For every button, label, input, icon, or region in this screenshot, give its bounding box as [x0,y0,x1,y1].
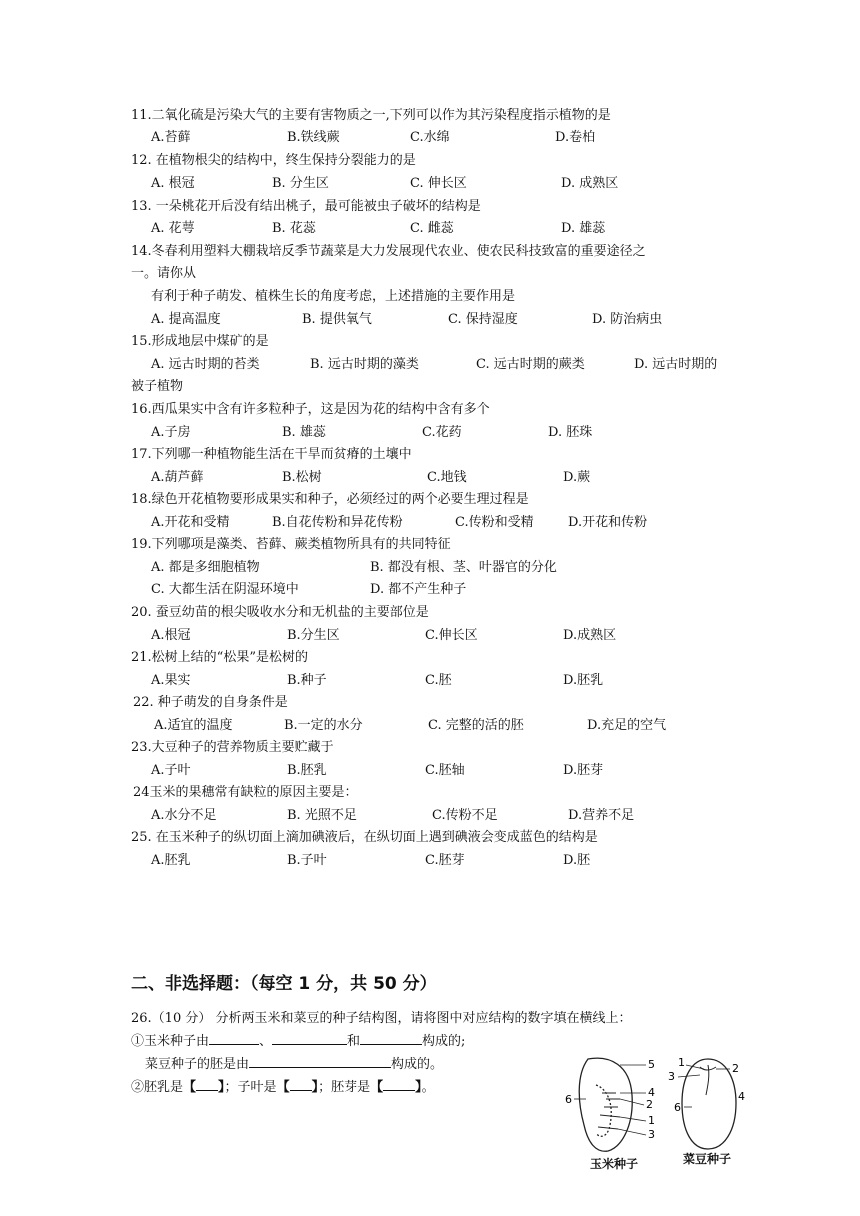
q15-option-d-wrap: 被子植物 [131,379,184,394]
line-end: 构成的。 [391,1057,444,1072]
q14-option-c: C. 保持湿度 [448,312,518,327]
question-13-stem: 13. 一朵桃花开后没有结出桃子，最可能被虫子破坏的结构是 [131,199,481,214]
q11-option-d: D.卷柏 [555,130,596,145]
q22-option-c: C. 完整的活的胚 [428,718,524,733]
q26-line-1-text: ①玉米种子由 [131,1034,210,1049]
question-12-stem: 12. 在植物根尖的结构中，终生保持分裂能力的是 [131,153,416,168]
corn-label-2: 2 [646,1098,653,1111]
q16-option-d: D. 胚珠 [548,425,593,440]
answer-blank[interactable] [196,1077,218,1091]
q18-option-d: D.开花和传粉 [568,515,648,530]
q21-option-d: D.胚乳 [563,673,604,688]
bean-label-4: 4 [738,1090,745,1103]
q19-option-d: D. 都不产生种子 [370,582,467,597]
q21-option-c: C.胚 [425,673,452,688]
q26-line-2 [145,1054,443,1074]
q25-option-b: B.子叶 [287,853,327,868]
q16-option-a: A.子房 [151,425,191,440]
question-20-stem: 20. 蚕豆幼苗的根尖吸收水分和无机盐的主要部位是 [131,605,429,620]
q12-option-a: A. 根冠 [151,176,195,191]
question-24-stem: 24玉米的果穗常有缺粒的原因主要是： [133,785,358,800]
q17-option-d: D.蕨 [563,470,591,485]
corn-label-4: 4 [648,1086,655,1099]
q18-option-c: C.传粉和受精 [455,515,534,530]
bracket-open: 【 [183,1080,197,1095]
answer-blank[interactable] [209,1031,259,1045]
answer-blank[interactable] [290,1077,312,1091]
q21-option-a: A.果实 [151,673,191,688]
question-14-stem: 14.冬春利用塑料大棚栽培反季节蔬菜是大力发展现代农业、使农民科技致富的重要途径之 [131,244,646,259]
question-21-stem: 21.松树上结的“松果”是松树的 [131,650,308,665]
q23-option-b: B.胚乳 [287,763,327,778]
q17-option-a: A.葫芦藓 [151,470,204,485]
bean-label-6: 6 [674,1101,681,1114]
section-2-title: 二、非选择题：（每空 1 分，共 50 分） [131,974,437,994]
q13-option-c: C. 雌蕊 [410,221,454,236]
q25-option-a: A.胚乳 [151,853,191,868]
bracket-open: 【 [370,1080,384,1095]
q23-option-a: A.子叶 [151,763,191,778]
q26-line-3 [131,1077,435,1097]
question-14-stem-wrap: 一。请你从 [131,266,197,281]
q20-option-b: B.分生区 [287,628,340,643]
line-end: 。 [421,1080,435,1095]
corn-seed-diagram [574,1058,646,1151]
q12-option-b: B. 分生区 [272,176,329,191]
question-23-stem: 23.大豆种子的营养物质主要贮藏于 [131,740,334,755]
question-17-stem: 17.下列哪一种植物能生活在干旱而贫瘠的土壤中 [131,447,412,462]
q23-option-c: C.胚轴 [425,763,465,778]
q15-option-a: A. 远古时期的苔类 [151,357,260,372]
q21-option-b: B.种子 [287,673,327,688]
bean-label-1: 1 [678,1056,685,1069]
q26-line-1 [131,1031,465,1051]
q22-option-b: B.一定的水分 [284,718,363,733]
q16-option-b: B. 雄蕊 [282,425,326,440]
endosperm-prompt: ②胚乳是 [131,1080,184,1095]
seed-structure-figure [560,1055,750,1155]
q11-option-c: C.水绵 [410,130,450,145]
question-26-stem: 26.（10 分） 分析两玉米和菜豆的种子结构图，请将图中对应结构的数字填在横线上： [131,1011,632,1026]
q18-option-a: A.开花和受精 [151,515,230,530]
cotyledon-prompt: ；子叶是 [224,1080,277,1095]
q24-option-a: A.水分不足 [151,808,217,823]
q15-option-d: D. 远古时期的 [634,357,718,372]
bracket-close: 】 [415,1080,422,1095]
separator: 和 [347,1034,361,1049]
corn-seed-caption: 玉米种子 [590,1157,639,1171]
bracket-open: 【 [276,1080,290,1095]
q15-option-c: C. 远古时期的蕨类 [476,357,585,372]
q17-option-b: B.松树 [282,470,322,485]
q19-option-b: B. 都没有根、茎、叶器官的分化 [370,560,557,575]
answer-blank[interactable] [383,1077,415,1091]
q12-option-c: C. 伸长区 [410,176,467,191]
question-19-stem: 19.下列哪项是藻类、苔藓、蕨类植物所具有的共同特征 [131,537,451,552]
q22-option-a: A.适宜的温度 [154,718,233,733]
q22-option-d: D.充足的空气 [587,718,667,733]
question-25-stem: 25. 在玉米种子的纵切面上滴加碘液后，在纵切面上遇到碘液会变成蓝色的结构是 [131,830,598,845]
q12-option-d: D. 成熟区 [561,176,619,191]
q24-option-c: C.传粉不足 [432,808,498,823]
answer-blank[interactable] [249,1054,391,1068]
separator: 、 [259,1034,273,1049]
q18-option-b: B.自花传粉和异花传粉 [272,515,403,530]
q17-option-c: C.地钱 [427,470,467,485]
question-22-stem: 22. 种子萌发的自身条件是 [133,695,288,710]
answer-blank[interactable] [360,1031,422,1045]
q13-option-d: D. 雄蕊 [561,221,606,236]
answer-blank[interactable] [272,1031,347,1045]
q14-option-d: D. 防治病虫 [592,312,663,327]
bean-label-2: 2 [732,1062,739,1075]
q13-option-a: A. 花萼 [151,221,195,236]
bean-seed-caption: 菜豆种子 [683,1152,732,1166]
q19-option-c: C. 大都生活在阴湿环境中 [151,582,299,597]
q25-option-c: C.胚芽 [425,853,465,868]
q23-option-d: D.胚芽 [563,763,604,778]
q24-option-b: B. 光照不足 [287,808,357,823]
q13-option-b: B. 花蕊 [272,221,316,236]
bracket-close: 】 [218,1080,225,1095]
q15-option-b: B. 远古时期的藻类 [310,357,419,372]
question-14-stem-cont: 有利于种子萌发、植株生长的角度考虑，上述措施的主要作用是 [151,289,516,304]
q20-option-a: A.根冠 [151,628,191,643]
q26-line-2-text: 菜豆种子的胚是由 [145,1057,250,1072]
bracket-close: 】 [311,1080,319,1095]
q25-option-d: D.胚 [563,853,591,868]
q11-option-a: A.苔藓 [151,130,191,145]
q14-option-a: A. 提高温度 [151,312,221,327]
corn-label-1: 1 [648,1114,655,1127]
question-15-stem: 15.形成地层中煤矿的是 [131,334,269,349]
bean-seed-diagram [678,1059,736,1149]
q20-option-d: D.成熟区 [563,628,617,643]
q19-option-a: A. 都是多细胞植物 [151,560,260,575]
q20-option-c: C.伸长区 [425,628,478,643]
q16-option-c: C.花药 [422,425,462,440]
q11-option-b: B.铁线蕨 [287,130,340,145]
q14-option-b: B. 提供氧气 [302,312,372,327]
line-end: 构成的; [422,1034,466,1049]
corn-label-3: 3 [648,1128,655,1141]
q24-option-d: D.营养不足 [568,808,635,823]
question-18-stem: 18.绿色开花植物要形成果实和种子，必须经过的两个必要生理过程是 [131,492,529,507]
corn-label-5: 5 [648,1058,655,1071]
question-16-stem: 16.西瓜果实中含有许多粒种子，这是因为花的结构中含有多个 [131,402,490,417]
corn-label-6: 6 [565,1093,572,1106]
plumule-prompt: ；胚芽是 [318,1080,371,1095]
question-11-stem: 11.二氧化硫是污染大气的主要有害物质之一,下列可以作为其污染程度指示植物的是 [131,108,611,123]
bean-label-3: 3 [668,1070,675,1083]
